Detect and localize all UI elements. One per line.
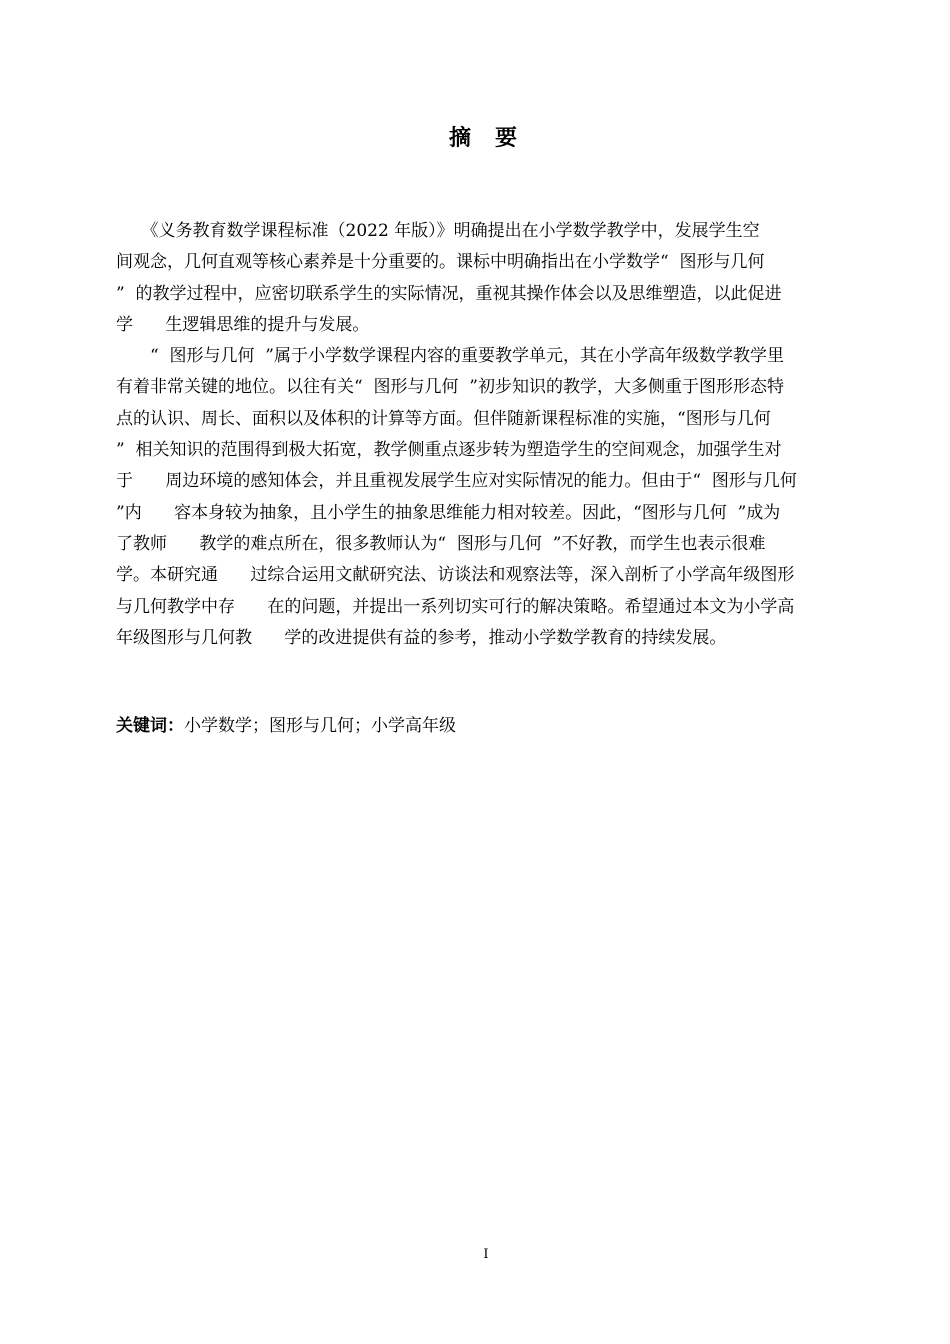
abstract-line-6: 有着非常关键的地位。以往有关“ 图形与几何 ”初步知识的教学，大多侧重于图形形态特 bbox=[116, 377, 784, 398]
abstract-body bbox=[116, 216, 868, 654]
abstract-line-10: ”内 容本身较为抽象，且小学生的抽象思维能力相对较差。因此，“图形与几何 ”成为 bbox=[116, 502, 781, 523]
abstract-line-12: 学。本研究通 过综合运用文献研究法、访谈法和观察法等，深入剖析了小学高年级图形 bbox=[116, 565, 795, 586]
abstract-line-3: ” 的教学过程中，应密切联系学生的实际情况，重视其操作体会以及思维塑造，以此促进 bbox=[116, 283, 782, 304]
abstract-line-4: 学 生逻辑思维的提升与发展。 bbox=[116, 314, 370, 335]
abstract-line-2: 间观念，几何直观等核心素养是十分重要的。课标中明确指出在小学数学“ 图形与几何 bbox=[116, 252, 765, 273]
abstract-line-8: ” 相关知识的范围得到极大拓宽，教学侧重点逐步转为塑造学生的空间观念，加强学生对 bbox=[116, 440, 782, 461]
keywords bbox=[116, 711, 456, 741]
page-title bbox=[0, 122, 950, 156]
abstract-line-7: 点的认识、周长、面积以及体积的计算等方面。但伴随新课程标准的实施，“图形与几何 bbox=[116, 408, 771, 429]
title-char-1: 摘 bbox=[448, 126, 471, 151]
abstract-line-13: 与几何教学中存 在的问题，并提出一系列切实可行的解决策略。希望通过本文为小学高 bbox=[116, 596, 795, 617]
abstract-line-14: 年级图形与几何教 学的改进提供有益的参考，推动小学数学教育的持续发展。 bbox=[116, 627, 727, 648]
abstract-line-1: 《义务教育数学课程标准（2022 年版）》明确提出在小学数学教学中，发展学生空 bbox=[116, 221, 760, 241]
keywords-text: 小学数学；图形与几何；小学高年级 bbox=[184, 716, 456, 736]
abstract-line-11: 了教师 教学的难点所在，很多教师认为“ 图形与几何 ”不好教，而学生也表示很难 bbox=[116, 533, 766, 554]
abstract-line-9: 于 周边环境的感知体会，并且重视发展学生应对实际情况的能力。但由于“ 图形与几何 bbox=[116, 471, 797, 492]
page-number: I bbox=[483, 1247, 489, 1262]
abstract-line-5: “ 图形与几何 ”属于小学数学课程内容的重要教学单元，其在小学高年级数学教学里 bbox=[116, 346, 784, 367]
title-char-2: 要 bbox=[495, 126, 518, 151]
keywords-label: 关键词： bbox=[116, 716, 184, 736]
